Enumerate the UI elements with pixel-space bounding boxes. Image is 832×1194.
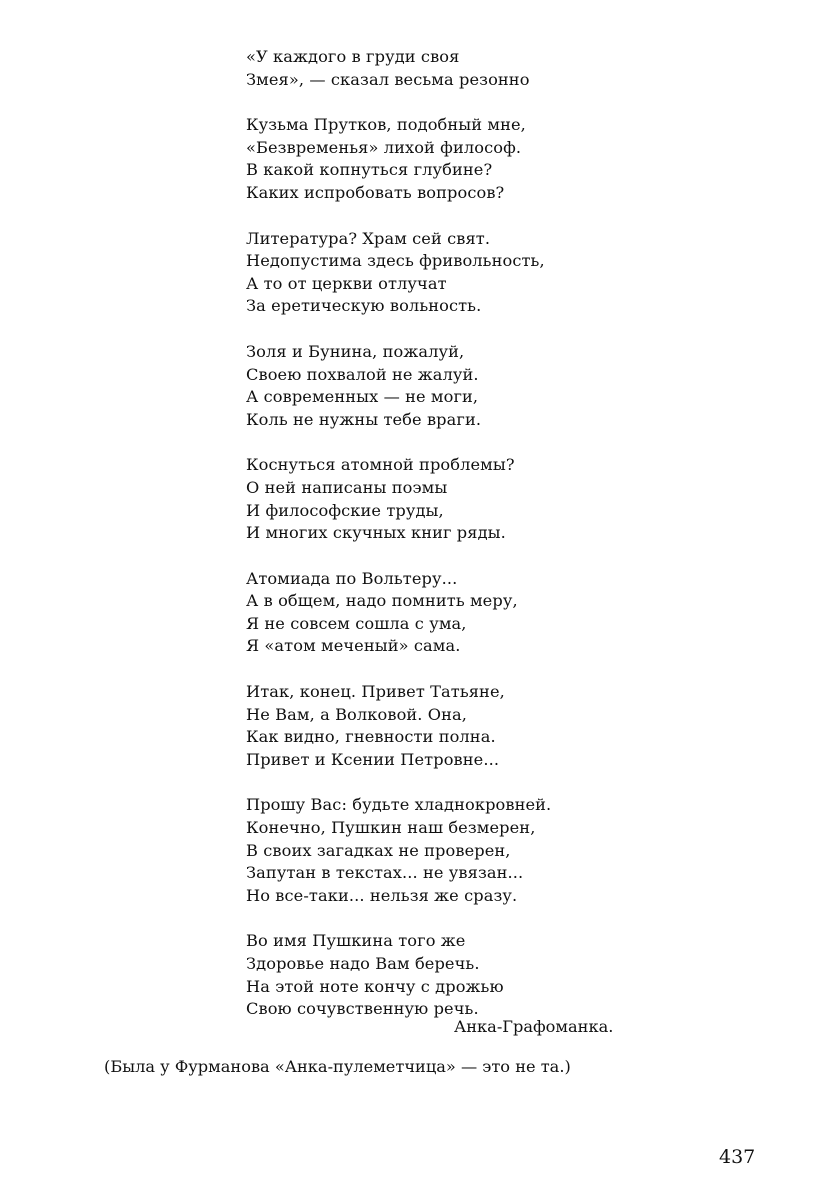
poem-line: А то от церкви отлучат — [246, 273, 447, 293]
poem-line: А современных — не моги, — [246, 387, 479, 407]
poem-line: Коснуться атомной проблемы? — [246, 455, 515, 475]
poem — [246, 46, 666, 1044]
stanza-3 — [246, 228, 666, 318]
stanza-1 — [246, 46, 666, 91]
poem-line: Каких испробовать вопросов? — [246, 182, 505, 202]
poem-line: Литература? Храм сей свят. — [246, 228, 491, 248]
stanza-5 — [246, 454, 666, 544]
poem-line: Запутан в текстах... не увязан... — [246, 863, 524, 883]
poem-line: Не Вам, а Волковой. Она, — [246, 704, 468, 724]
stanza-6 — [246, 568, 666, 658]
poem-line: Своею похвалой не жалуй. — [246, 364, 479, 384]
poem-line: Свою сочувственную речь. — [246, 999, 479, 1019]
poem-line: Атомиада по Вольтеру... — [246, 568, 458, 588]
poem-line: Здоровье надо Вам беречь. — [246, 954, 480, 973]
stanza-4 — [246, 341, 666, 431]
poem-line: «У каждого в груди своя — [246, 47, 460, 66]
poem-line: В какой копнуться глубине? — [246, 160, 493, 180]
poem-line: Коль не нужны тебе враги. — [246, 409, 482, 429]
stanza-8 — [246, 794, 666, 907]
poem-line: Кузьма Прутков, подобный мне, — [246, 115, 526, 135]
poem-line: И философские труды, — [246, 500, 444, 520]
poem-line: Золя и Бунина, пожалуй, — [246, 341, 465, 361]
poem-line: На этой ноте кончу с дрожью — [246, 976, 504, 996]
poem-line: Привет и Ксении Петровне... — [246, 749, 500, 769]
poem-line: Итак, конец. Привет Татьяне, — [246, 682, 505, 702]
poem-line: «Безвременья» лихой философ. — [246, 137, 522, 157]
stanza-2 — [246, 114, 666, 204]
poem-line: За еретическую вольность. — [246, 296, 482, 316]
poem-line: Недопустима здесь фривольность, — [246, 251, 545, 271]
poem-line: Змея», — сказал весьма резонно — [246, 69, 530, 89]
poem-line: Я «атом меченый» сама. — [246, 636, 461, 656]
poem-line: А в общем, надо помнить меру, — [246, 591, 518, 611]
poem-line: Но все-таки... нельзя же сразу. — [246, 885, 518, 905]
stanza-7 — [246, 681, 666, 771]
page-number: 437 — [719, 1146, 756, 1168]
poem-line: Во имя Пушкина того же — [246, 931, 466, 951]
poem-line: О ней написаны поэмы — [246, 477, 448, 497]
poem-line: В своих загадках не проверен, — [246, 840, 511, 860]
poem-signature: Анка-Графоманка. — [454, 1017, 614, 1036]
poem-line: Я не совсем сошла с ума, — [246, 613, 467, 633]
poem-line: Конечно, Пушкин наш безмерен, — [246, 818, 536, 838]
poem-line: Как видно, гневности полна. — [246, 727, 496, 747]
stanza-9 — [246, 930, 666, 1020]
poem-line: И многих скучных книг ряды. — [246, 523, 506, 543]
postscript-note: (Была у Фурманова «Анка-пулеметчица» — это не та.) — [104, 1057, 571, 1076]
poem-line: Прошу Вас: будьте хладнокровней. — [246, 795, 552, 815]
